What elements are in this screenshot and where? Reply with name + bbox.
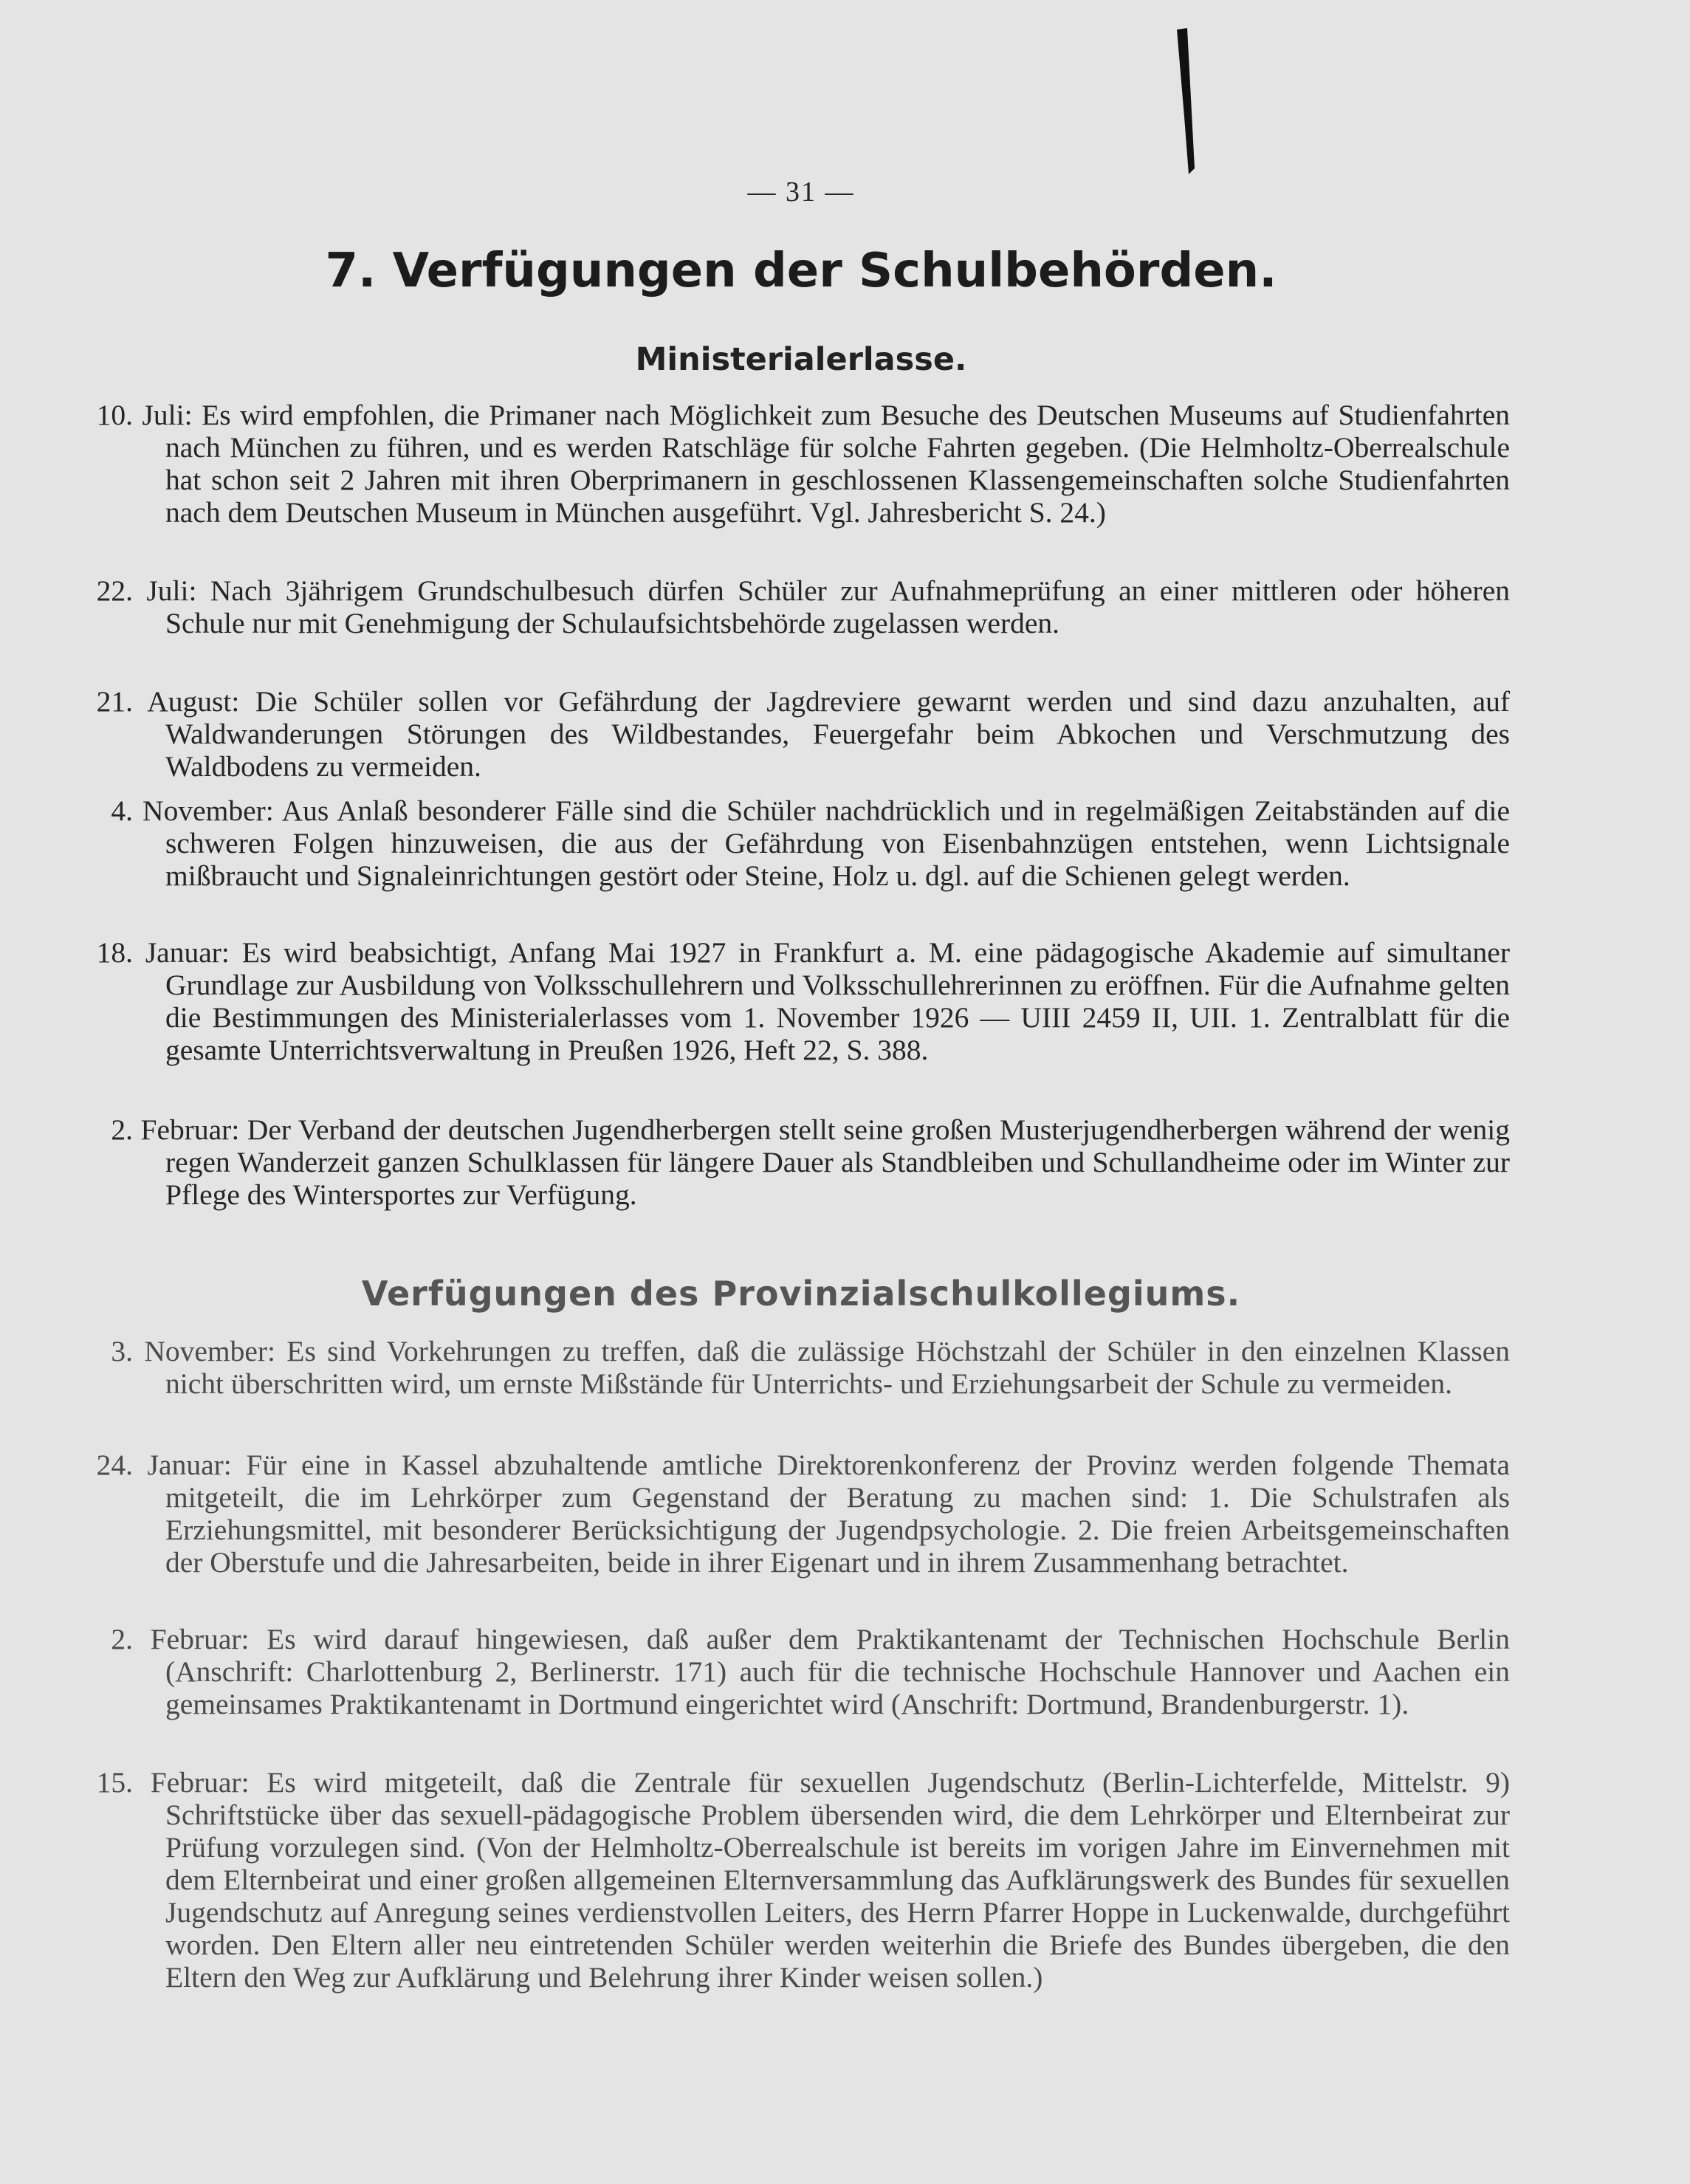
entry-text: Juli: Nach 3jährigem Grundschulbesuch dürfen Schüler zur Aufnahmeprüfung an einer mittleren oder höheren Schule nur mit Genehmigung der Schulaufsichtsbehörde zugelassen werden. [146,574,1510,639]
entry-paragraph [89,685,1510,783]
entry-paragraph [89,1623,1510,1720]
entry-day: 21. [96,685,133,718]
entry-text: Februar: Es wird darauf hingewiesen, daß außer dem Praktikantenamt der Technischen Hochschule Berlin (Anschrift: Charlottenburg 2, Berlinerstr. 171) auch für die technische Hochschule Hannover und Aachen ein gemeinsames Praktikantenamt in Dortmund eingerichtet wird (Anschrift: Dortmund, Brandenburgerstr. 1). [150,1623,1510,1720]
section-title-ministerialerlasse: Ministerialerlasse. [635,341,967,378]
page-number: — 31 — [747,176,855,207]
entry-text: August: Die Schüler sollen vor Gefährdung der Jagdreviere gewarnt werden und sind dazu anzuhalten, auf Waldwanderungen Störungen des Wildbestandes, Feuergefahr beim Abkochen und Verschmutzung des Waldbodens zu vermeiden. [147,685,1510,783]
entry-day: 18. [96,936,133,969]
entry-paragraph [89,399,1510,529]
entry-text: Januar: Es wird beabsichtigt, Anfang Mai 1927 in Frankfurt a. M. eine pädagogische Akademie auf simultaner Grundlage zur Ausbildung von Volksschullehrern und Volksschullehrerinnen zu eröffnen. Für die Aufnahme gelten die Bestimmungen des Ministerialerlasses vom 1. November 1926 — UIII 2459 II, UII. 1. Zentralblatt für die gesamte Unterrichtsverwaltung in Preußen 1926, Heft 22, S. 388. [145,936,1510,1066]
decree-entry [89,1449,1510,1579]
decree-entry [89,399,1510,529]
entry-paragraph [89,574,1510,639]
decree-entry [89,936,1510,1066]
entry-day: 15. [96,1766,133,1799]
decree-entry [89,1113,1510,1211]
entry-day: 2. [111,1623,133,1655]
entry-paragraph [89,1335,1510,1400]
entry-paragraph [89,936,1510,1066]
entry-day: 2. [111,1113,133,1146]
entry-text: Februar: Der Verband der deutschen Jugendherbergen stellt seine großen Musterjugendherbergen während der wenig regen Wanderzeit ganzen Schulklassen für längere Dauer als Standbleiben und Schullandheime oder im Winter zur Pflege des Wintersportes zur Verfügung. [140,1113,1511,1211]
entry-day: 3. [111,1335,133,1367]
section-title-provinzialschulkollegium: Verfügungen des Provinzialschulkollegiums. [361,1274,1241,1314]
ink-mark [1175,28,1196,176]
entry-text: Januar: Für eine in Kassel abzuhaltende amtliche Direktorenkonferenz der Provinz werden folgende Themata mitgeteilt, die im Lehrkörper zum Gegenstand der Beratung zu machen sind: 1. Die Schulstrafen als Erziehungsmittel, mit besonderer Berücksichtigung der Jugendpsychologie. 2. Die freien Arbeitsgemeinschaften der Oberstufe und die Jahresarbeiten, beide in ihrer Eigenart und in ihrem Zusammenhang betrachtet. [147,1449,1510,1579]
entry-day: 10. [96,399,133,431]
entry-paragraph [89,794,1510,892]
entry-text: November: Es sind Vorkehrungen zu treffen, daß die zulässige Höchstzahl der Schüler in den einzelnen Klassen nicht überschritten wird, um ernste Mißstände für Unterrichts- und Erziehungsarbeit der Schule zu vermeiden. [144,1335,1510,1400]
entry-paragraph [89,1766,1510,1994]
entry-day: 4. [111,794,133,827]
entry-text: November: Aus Anlaß besonderer Fälle sind die Schüler nachdrücklich und in regelmäßigen Zeitabständen auf die schweren Folgen hinzuweisen, die aus der Gefährdung von Eisenbahnzügen entstehen, wenn Lichtsignale mißbraucht und Signaleinrichtungen gestört oder Steine, Holz u. dgl. auf die Schienen gelegt werden. [142,794,1511,892]
entry-paragraph [89,1449,1510,1579]
decree-entry [89,574,1510,639]
decree-entry [89,685,1510,783]
decree-entry [89,1335,1510,1400]
entry-text: Juli: Es wird empfohlen, die Primaner nach Möglichkeit zum Besuche des Deutschen Museums auf Studienfahrten nach München zu führen, und es werden Ratschläge für solche Fahrten gegeben. (Die Helmholtz-Oberrealschule hat schon seit 2 Jahren mit ihren Oberprimanern in geschlossenen Klassengemeinschaften solche Studienfahrten nach dem Deutschen Museum in München ausgeführt. Vgl. Jahresbericht S. 24.) [142,399,1511,529]
entry-day: 24. [96,1449,133,1481]
page-title: 7. Verfügungen der Schulbehörden. [325,244,1277,298]
entry-text: Februar: Es wird mitgeteilt, daß die Zentrale für sexuellen Jugendschutz (Berlin-Lichterfelde, Mittelstr. 9) Schriftstücke über das sexuell-pädagogische Problem übersenden wird, die dem Lehrkörper und Elternbeirat zur Prüfung vorzulegen sind. (Von der Helmholtz-Oberrealschule ist bereits im vorigen Jahre im Einvernehmen mit dem Elternbeirat und einer großen allgemeinen Elternversammlung das Aufklärungswerk des Bundes für sexuellen Jugendschutz auf Anregung seines verdienstvollen Leiters, des Herrn Pfarrer Hoppe in Luckenwalde, durchgeführt worden. Den Eltern aller neu eintretenden Schüler werden weiterhin die Briefe des Bundes übergeben, die den Eltern den Weg zur Aufklärung und Belehrung ihrer Kinder weisen sollen.) [150,1766,1511,1994]
entry-paragraph [89,1113,1510,1211]
entry-day: 22. [96,574,133,607]
decree-entry [89,794,1510,892]
decree-entry [89,1623,1510,1720]
decree-entry [89,1766,1510,1994]
